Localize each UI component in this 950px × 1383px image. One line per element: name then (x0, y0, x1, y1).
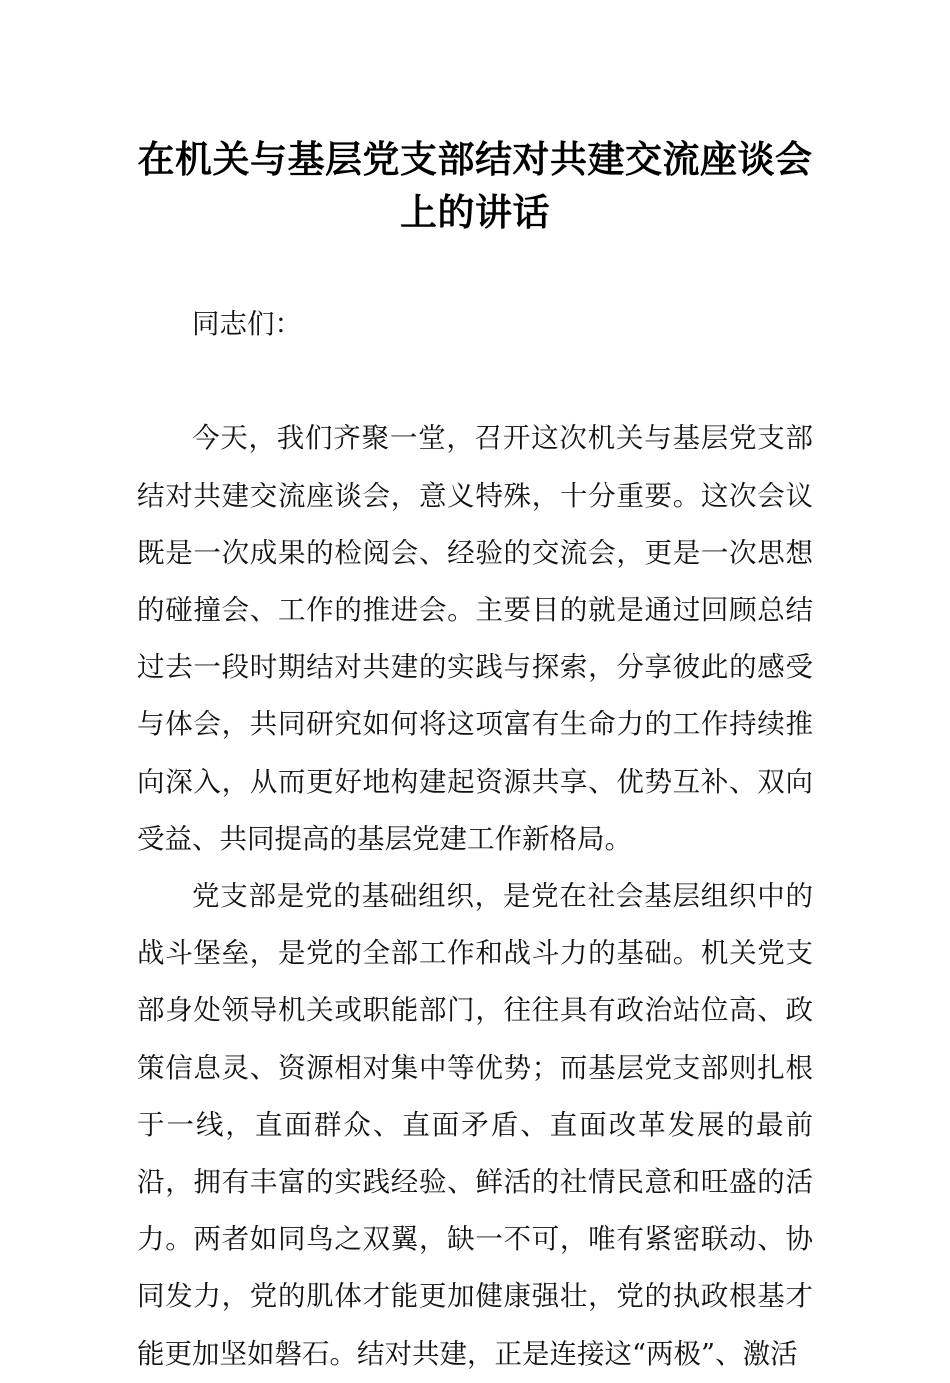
document-body (137, 296, 813, 1383)
page-title: 在机关与基层党支部结对共建交流座谈会上的讲话 (137, 138, 813, 233)
body-paragraph-1: 今天，我们齐聚一堂，召开这次机关与基层党支部结对共建交流座谈会，意义特殊，十分重要。这次会议既是一次成果的检阅会、经验的交流会，更是一次思想的碰撞会、工作的推进会。主要目的就是通过回顾总结过去一段时期结对共建的实践与探索，分享彼此的感受与体会，共同研究如何将这项富有生命力的工作持续推向深入，从而更好地构建起资源共享、优势互补、双向受益、共同提高的基层党建工作新格局。 (137, 422, 813, 855)
body-paragraph-2: 党支部是党的基础组织，是党在社会基层组织中的战斗堡垒，是党的全部工作和战斗力的基础。机关党支部身处领导机关或职能部门，往往具有政治站位高、政策信息灵、资源相对集中等优势；而基层党支部则扎根于一线，直面群众、直面矛盾、直面改革发展的最前沿，拥有丰富的实践经验、鲜活的社情民意和旺盛的活力。两者如同鸟之双翼，缺一不可，唯有紧密联动、协同发力，党的肌体才能更加健康强壮，党的执政根基才能更加坚如磐石。结对共建，正是连接这“两极”、激活 (137, 880, 813, 1370)
salutation-line: 同志们： (192, 308, 302, 340)
